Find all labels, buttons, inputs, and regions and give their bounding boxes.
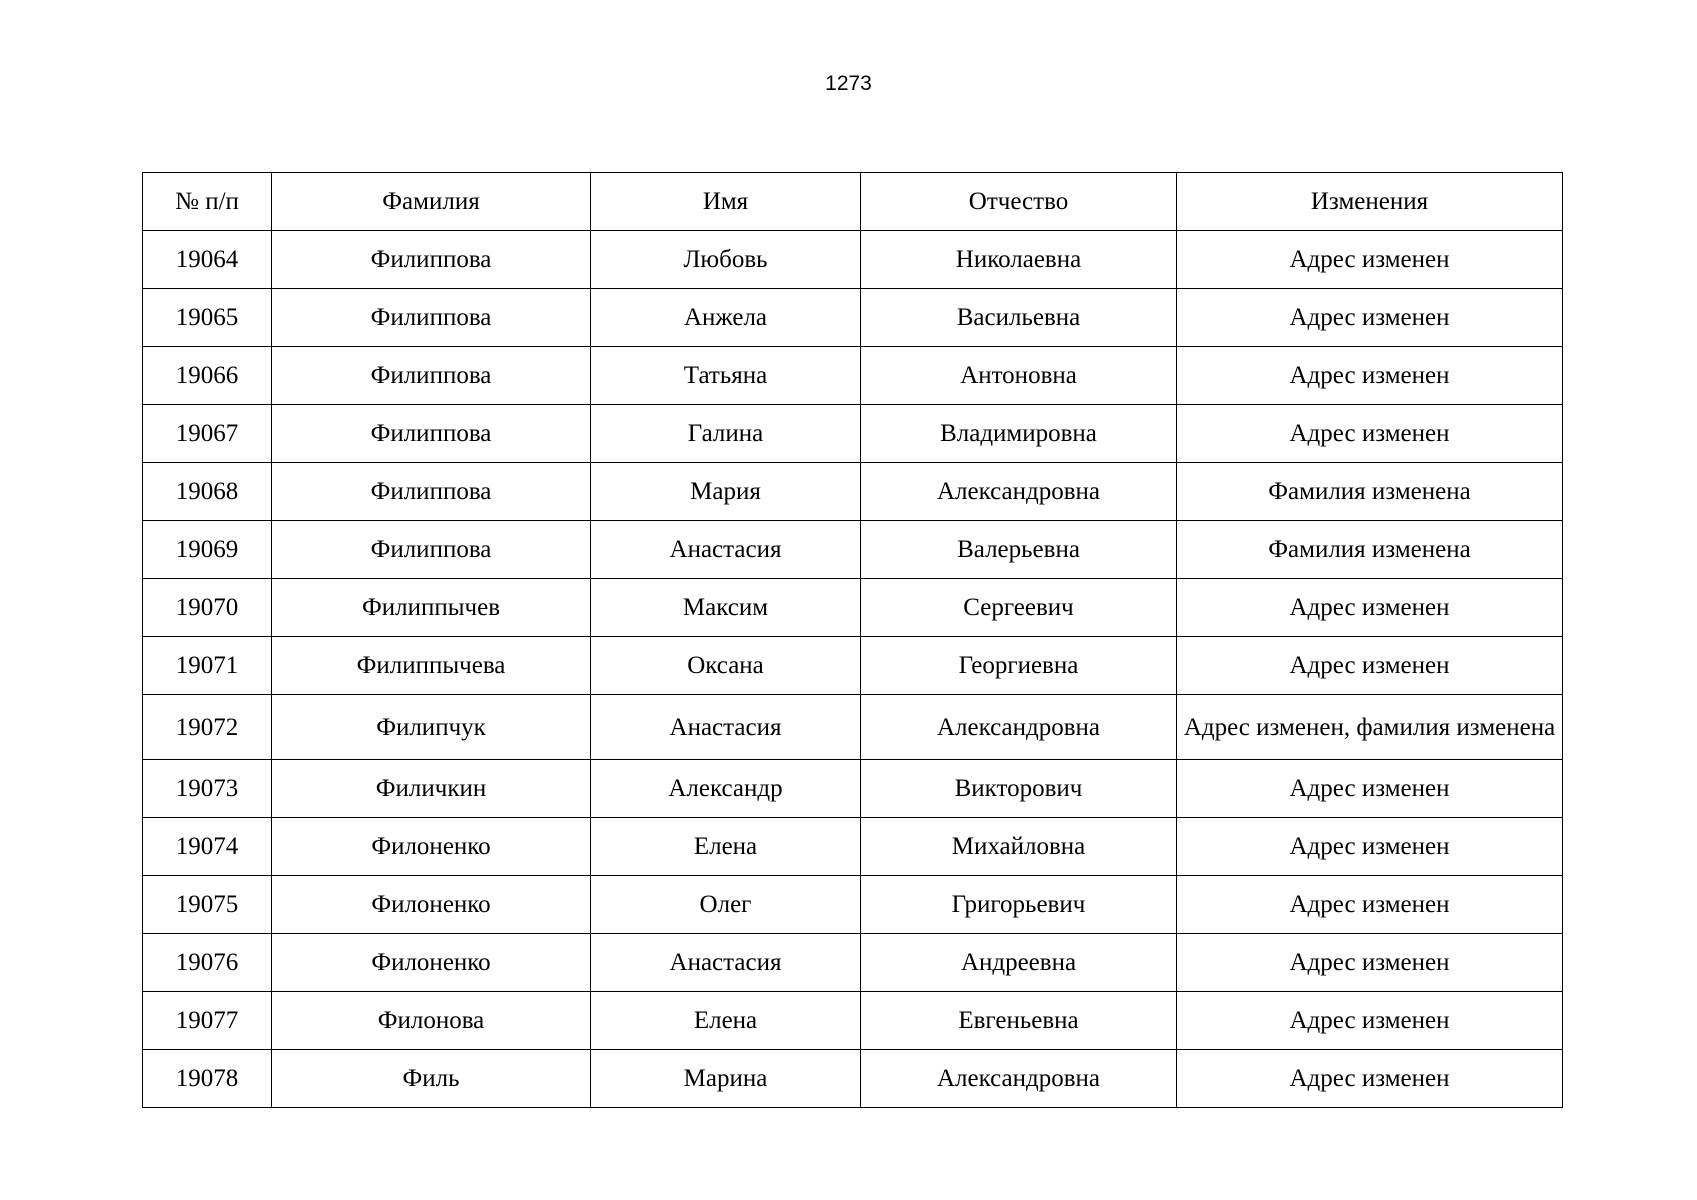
cell-changes: Адрес изменен	[1177, 289, 1563, 347]
cell-changes: Адрес изменен	[1177, 1050, 1563, 1108]
cell-name: Анастасия	[591, 695, 861, 760]
header-name: Имя	[591, 173, 861, 231]
cell-name: Анастасия	[591, 934, 861, 992]
cell-number: 19067	[143, 405, 272, 463]
table-row	[143, 760, 1563, 818]
cell-surname: Филоненко	[272, 934, 591, 992]
table-row	[143, 637, 1563, 695]
cell-changes: Фамилия изменена	[1177, 463, 1563, 521]
cell-surname: Филоненко	[272, 818, 591, 876]
table-row	[143, 818, 1563, 876]
cell-surname: Филиппова	[272, 405, 591, 463]
cell-name: Анастасия	[591, 521, 861, 579]
cell-name: Александр	[591, 760, 861, 818]
table-row	[143, 992, 1563, 1050]
cell-patronymic: Владимировна	[861, 405, 1177, 463]
cell-surname: Филичкин	[272, 760, 591, 818]
cell-number: 19075	[143, 876, 272, 934]
cell-number: 19078	[143, 1050, 272, 1108]
table-row	[143, 521, 1563, 579]
cell-surname: Филиппычева	[272, 637, 591, 695]
cell-surname: Филиппова	[272, 231, 591, 289]
cell-number: 19071	[143, 637, 272, 695]
cell-number: 19066	[143, 347, 272, 405]
cell-number: 19074	[143, 818, 272, 876]
cell-changes: Адрес изменен	[1177, 818, 1563, 876]
cell-surname: Филиппова	[272, 347, 591, 405]
table-row	[143, 934, 1563, 992]
cell-changes: Адрес изменен	[1177, 637, 1563, 695]
cell-patronymic: Михайловна	[861, 818, 1177, 876]
cell-changes: Адрес изменен	[1177, 760, 1563, 818]
cell-number: 19072	[143, 695, 272, 760]
table-row	[143, 289, 1563, 347]
cell-changes: Адрес изменен	[1177, 876, 1563, 934]
cell-changes: Адрес изменен	[1177, 231, 1563, 289]
cell-number: 19065	[143, 289, 272, 347]
cell-name: Максим	[591, 579, 861, 637]
cell-changes: Адрес изменен	[1177, 992, 1563, 1050]
cell-changes: Адрес изменен	[1177, 405, 1563, 463]
cell-patronymic: Антоновна	[861, 347, 1177, 405]
cell-patronymic: Григорьевич	[861, 876, 1177, 934]
cell-patronymic: Васильевна	[861, 289, 1177, 347]
header-changes: Изменения	[1177, 173, 1563, 231]
cell-surname: Филиппова	[272, 289, 591, 347]
records-table	[142, 172, 1563, 1108]
table-row	[143, 347, 1563, 405]
cell-surname: Филонова	[272, 992, 591, 1050]
cell-number: 19070	[143, 579, 272, 637]
cell-changes: Адрес изменен, фамилия изменена	[1177, 695, 1563, 760]
cell-number: 19076	[143, 934, 272, 992]
cell-surname: Филоненко	[272, 876, 591, 934]
table-row	[143, 463, 1563, 521]
header-patronymic: Отчество	[861, 173, 1177, 231]
cell-surname: Филиппова	[272, 463, 591, 521]
header-surname: Фамилия	[272, 173, 591, 231]
table-row	[143, 405, 1563, 463]
cell-changes: Адрес изменен	[1177, 579, 1563, 637]
cell-changes: Фамилия изменена	[1177, 521, 1563, 579]
cell-patronymic: Александровна	[861, 695, 1177, 760]
cell-changes: Адрес изменен	[1177, 347, 1563, 405]
cell-patronymic: Андреевна	[861, 934, 1177, 992]
table-row	[143, 579, 1563, 637]
cell-number: 19077	[143, 992, 272, 1050]
cell-name: Олег	[591, 876, 861, 934]
cell-name: Любовь	[591, 231, 861, 289]
cell-patronymic: Александровна	[861, 1050, 1177, 1108]
cell-number: 19069	[143, 521, 272, 579]
cell-name: Марина	[591, 1050, 861, 1108]
table-row	[143, 876, 1563, 934]
header-number: № п/п	[143, 173, 272, 231]
cell-name: Елена	[591, 818, 861, 876]
table-row	[143, 695, 1563, 760]
cell-number: 19068	[143, 463, 272, 521]
table-row	[143, 231, 1563, 289]
cell-patronymic: Георгиевна	[861, 637, 1177, 695]
cell-name: Оксана	[591, 637, 861, 695]
cell-patronymic: Викторович	[861, 760, 1177, 818]
cell-name: Анжела	[591, 289, 861, 347]
cell-name: Елена	[591, 992, 861, 1050]
cell-patronymic: Евгеньевна	[861, 992, 1177, 1050]
cell-surname: Филиппова	[272, 521, 591, 579]
table-row	[143, 1050, 1563, 1108]
cell-patronymic: Александровна	[861, 463, 1177, 521]
cell-surname: Филипчук	[272, 695, 591, 760]
cell-name: Галина	[591, 405, 861, 463]
table-header-row	[143, 173, 1563, 231]
cell-patronymic: Сергеевич	[861, 579, 1177, 637]
cell-patronymic: Валерьевна	[861, 521, 1177, 579]
cell-patronymic: Николаевна	[861, 231, 1177, 289]
page-number: 1273	[825, 72, 872, 95]
cell-number: 19073	[143, 760, 272, 818]
cell-surname: Филиппычев	[272, 579, 591, 637]
cell-changes: Адрес изменен	[1177, 934, 1563, 992]
cell-name: Татьяна	[591, 347, 861, 405]
cell-surname: Филь	[272, 1050, 591, 1108]
cell-name: Мария	[591, 463, 861, 521]
cell-number: 19064	[143, 231, 272, 289]
